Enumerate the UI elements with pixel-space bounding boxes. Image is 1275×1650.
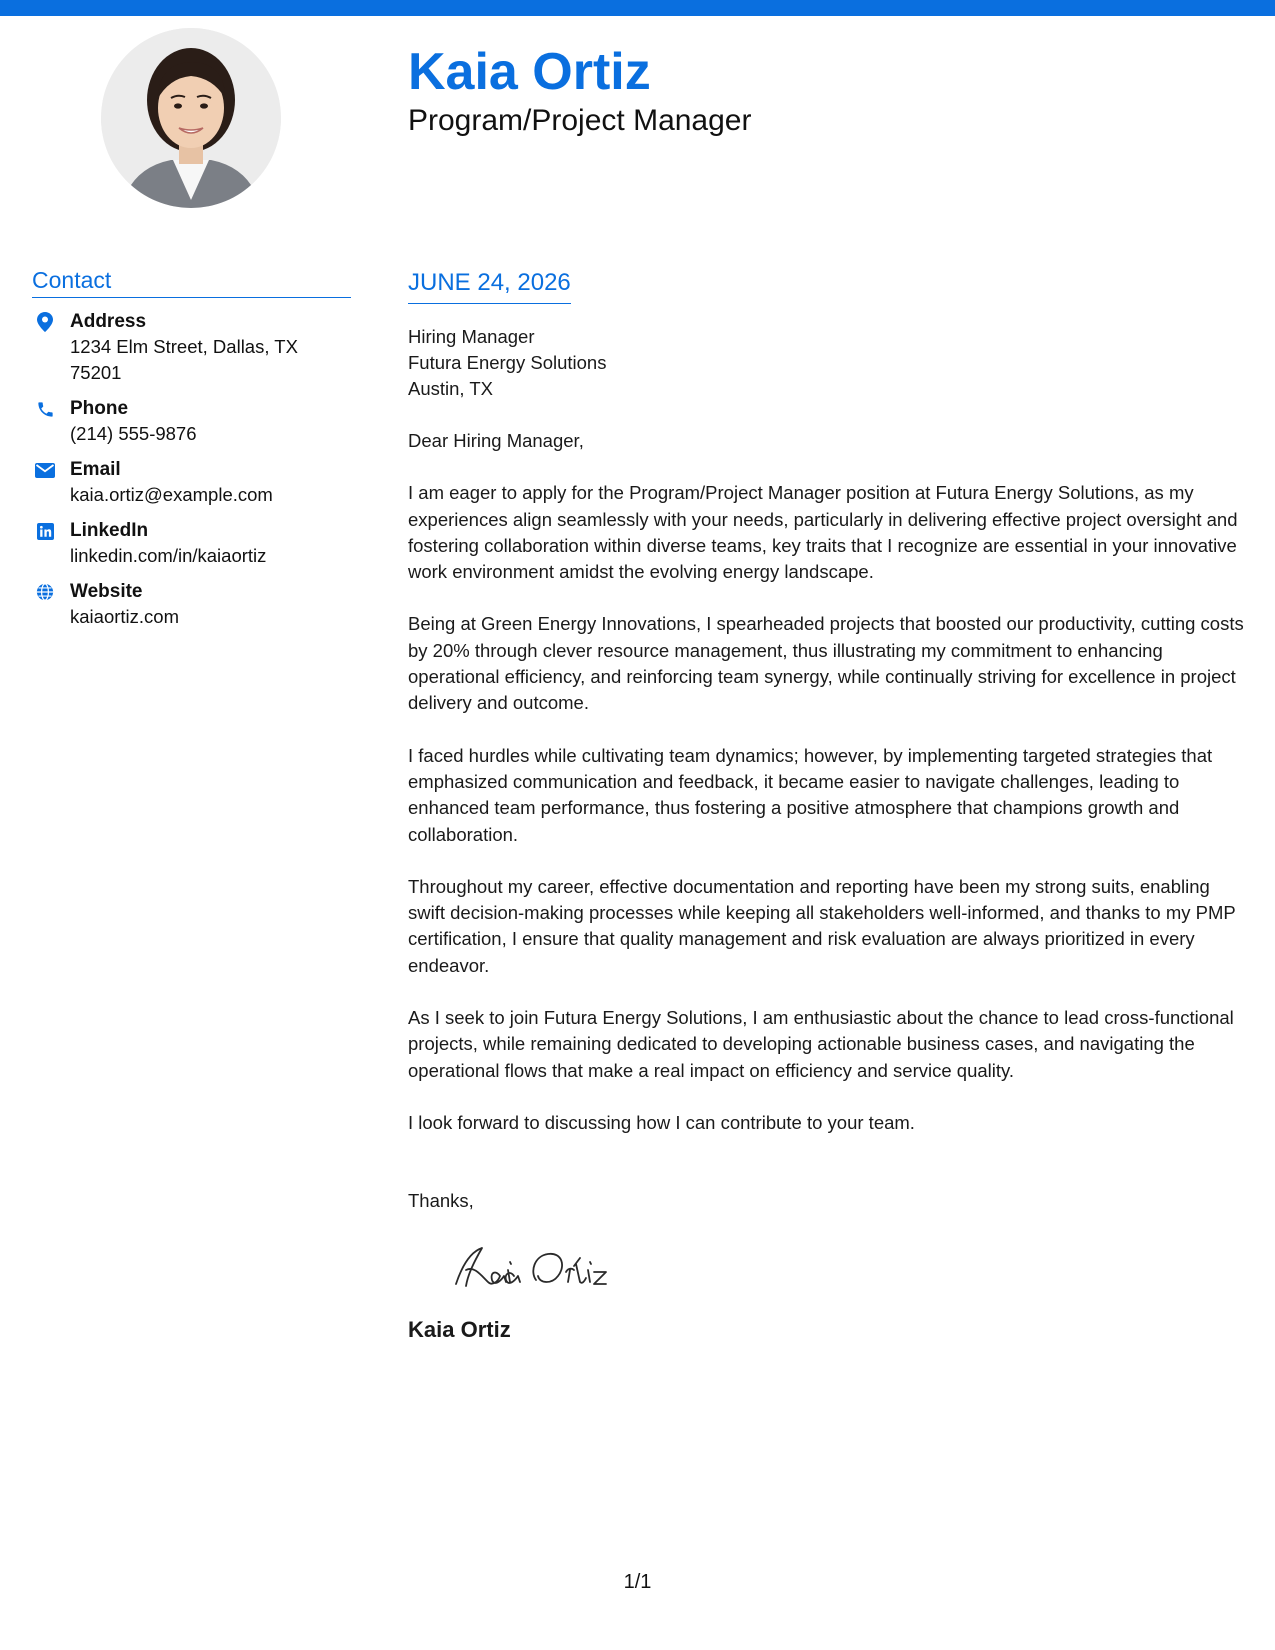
linkedin-label: LinkedIn	[70, 520, 149, 541]
letter-paragraph: As I seek to join Futura Energy Solutions, I am enthusiastic about the chance to lead cross-functional projects, while remaining dedicated to developing actionable business cases, and navigating the operational flows that make a real impact on efficiency and service quality.	[408, 1007, 1234, 1081]
contact-item-website	[32, 580, 351, 630]
signer-name: Kaia Ortiz	[408, 1317, 511, 1343]
address-value: 1234 Elm Street, Dallas, TX 75201	[70, 336, 298, 383]
letter-date: JUNE 24, 2026	[408, 268, 571, 304]
location-pin-icon	[34, 311, 56, 333]
recipient-location: Austin, TX	[408, 378, 494, 399]
website-label: Website	[70, 581, 143, 602]
contact-item-phone	[32, 397, 351, 447]
candidate-role: Program/Project Manager	[408, 104, 752, 137]
contact-item-address	[32, 310, 351, 386]
closing: Thanks,	[408, 1190, 474, 1212]
website-value[interactable]: kaiaortiz.com	[70, 606, 179, 627]
contact-item-linkedin	[32, 519, 351, 569]
salutation: Dear Hiring Manager,	[408, 430, 584, 451]
letter-paragraph: I faced hurdles while cultivating team dynamics; however, by implementing targeted strategies that emphasized communication and feedback, it became easier to navigate challenges, leading to enhanced team performance, thus fostering a positive atmosphere that champions growth and collaboration.	[408, 744, 1213, 845]
envelope-icon	[34, 459, 56, 481]
contact-sidebar	[32, 266, 351, 641]
page-number: 1/1	[623, 1571, 652, 1593]
globe-icon	[34, 581, 56, 603]
letter-paragraph: Throughout my career, effective documentation and reporting have been my strong suits, enabling swift decision-making processes while keeping all stakeholders well-informed, and thanks to my PMP certification, I ensure that quality management and risk evaluation are always prioritized in every endeavor.	[408, 875, 1236, 976]
phone-value: (214) 555-9876	[70, 423, 197, 444]
candidate-name: Kaia Ortiz	[408, 43, 651, 101]
profile-photo	[101, 28, 281, 208]
recipient-title: Hiring Manager	[408, 326, 535, 347]
phone-label: Phone	[70, 398, 129, 419]
contact-section-title: Contact	[32, 266, 351, 298]
letter-paragraph: I am eager to apply for the Program/Project Manager position at Futura Energy Solutions, as my experiences align seamlessly with your needs, particularly in delivering effective project oversight and fostering collaboration within diverse teams, key traits that I recognize are essential in your innovative work environment amidst the evolving energy landscape.	[408, 482, 1238, 583]
contact-item-email	[32, 458, 351, 508]
recipient-block	[408, 324, 1248, 402]
email-label: Email	[70, 459, 121, 480]
handwritten-signature	[448, 1236, 1248, 1296]
top-accent-bar	[0, 0, 1275, 16]
recipient-company: Futura Energy Solutions	[408, 352, 607, 373]
letter-paragraph: Being at Green Energy Innovations, I spearheaded projects that boosted our productivity, cutting costs by 20% through clever resource management, thus illustrating my commitment to enhancing operational efficiency, and reinforcing team synergy, while continually striving for excellence in project delivery and outcome.	[408, 613, 1244, 714]
address-label: Address	[70, 311, 147, 332]
phone-icon	[34, 398, 56, 420]
linkedin-icon	[34, 520, 56, 542]
letter-paragraph: I look forward to discussing how I can contribute to your team.	[408, 1111, 915, 1133]
linkedin-value[interactable]: linkedin.com/in/kaiaortiz	[70, 545, 267, 566]
letter-body	[408, 268, 1248, 1344]
email-value[interactable]: kaia.ortiz@example.com	[70, 484, 273, 505]
